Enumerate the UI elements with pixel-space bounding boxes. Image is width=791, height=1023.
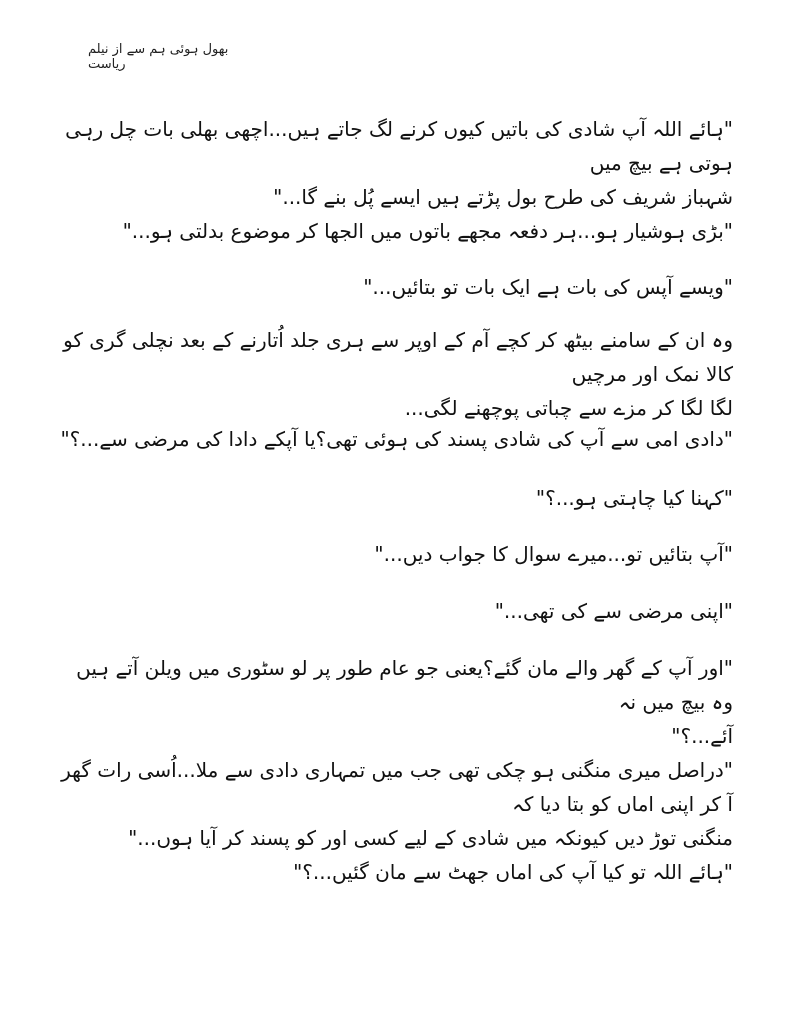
paragraph xyxy=(53,422,733,456)
text-line: "دراصل میری منگنی ہو چکی تھی جب میں تمہاری دادی سے ملا...اُسی رات گھر آ کر اپنی اماں کو بتا دیا کہ xyxy=(61,758,733,816)
paragraph xyxy=(53,537,733,571)
paragraph xyxy=(53,112,733,214)
text-line: وہ ان کے سامنے بیٹھ کر کچے آم کے اوپر سے ہری جلد اُتارنے کے بعد نچلی گری کو کالا نمک اور مرچیں xyxy=(63,328,733,386)
text-line: آئے...؟" xyxy=(671,724,733,748)
text-line: لگا لگا کر مزے سے چباتی پوچھنے لگی... xyxy=(404,396,733,420)
paragraph xyxy=(53,270,733,304)
paragraph xyxy=(53,753,733,855)
paragraph xyxy=(53,651,733,753)
page-header: بھول ہوئی ہم سے از نیلم ریاست xyxy=(88,42,229,72)
paragraph xyxy=(53,481,733,515)
text-line: "کہنا کیا چاہتی ہو...؟" xyxy=(535,486,733,510)
paragraph xyxy=(53,214,733,248)
paragraph xyxy=(53,323,733,425)
text-line: "ہائے اللہ تو کیا آپ کی اماں جھٹ سے مان گئیں...؟" xyxy=(293,860,733,884)
paragraph xyxy=(53,855,733,889)
text-line: "ہائے اللہ آپ شادی کی باتیں کیوں کرنے لگ جاتے ہیں...اچھی بھلی بات چل رہی ہوتی ہے بیچ میں xyxy=(65,117,733,175)
text-line: "ویسے آپس کی بات ہے ایک بات تو بتائیں..." xyxy=(363,275,733,299)
text-line: "بڑی ہوشیار ہو...ہر دفعہ مجھے باتوں میں الجھا کر موضوع بدلتی ہو..." xyxy=(122,219,733,243)
text-line: "آپ بتائیں تو...میرے سوال کا جواب دیں..." xyxy=(374,542,733,566)
paragraph xyxy=(53,594,733,628)
text-line: "اپنی مرضی سے کی تھی..." xyxy=(494,599,733,623)
text-line: شہباز شریف کی طرح بول پڑتے ہیں ایسے پُل بنے گا..." xyxy=(273,185,733,209)
text-line: "اور آپ کے گھر والے مان گئے؟یعنی جو عام طور پر لو سٹوری میں ویلن آتے ہیں وہ بیچ میں نہ xyxy=(76,656,733,714)
text-line: منگنی توڑ دیں کیونکہ میں شادی کے لیے کسی اور کو پسند کر آیا ہوں..." xyxy=(128,826,733,850)
text-line: "دادی امی سے آپ کی شادی پسند کی ہوئی تھی؟یا آپکے دادا کی مرضی سے...؟" xyxy=(60,427,733,451)
